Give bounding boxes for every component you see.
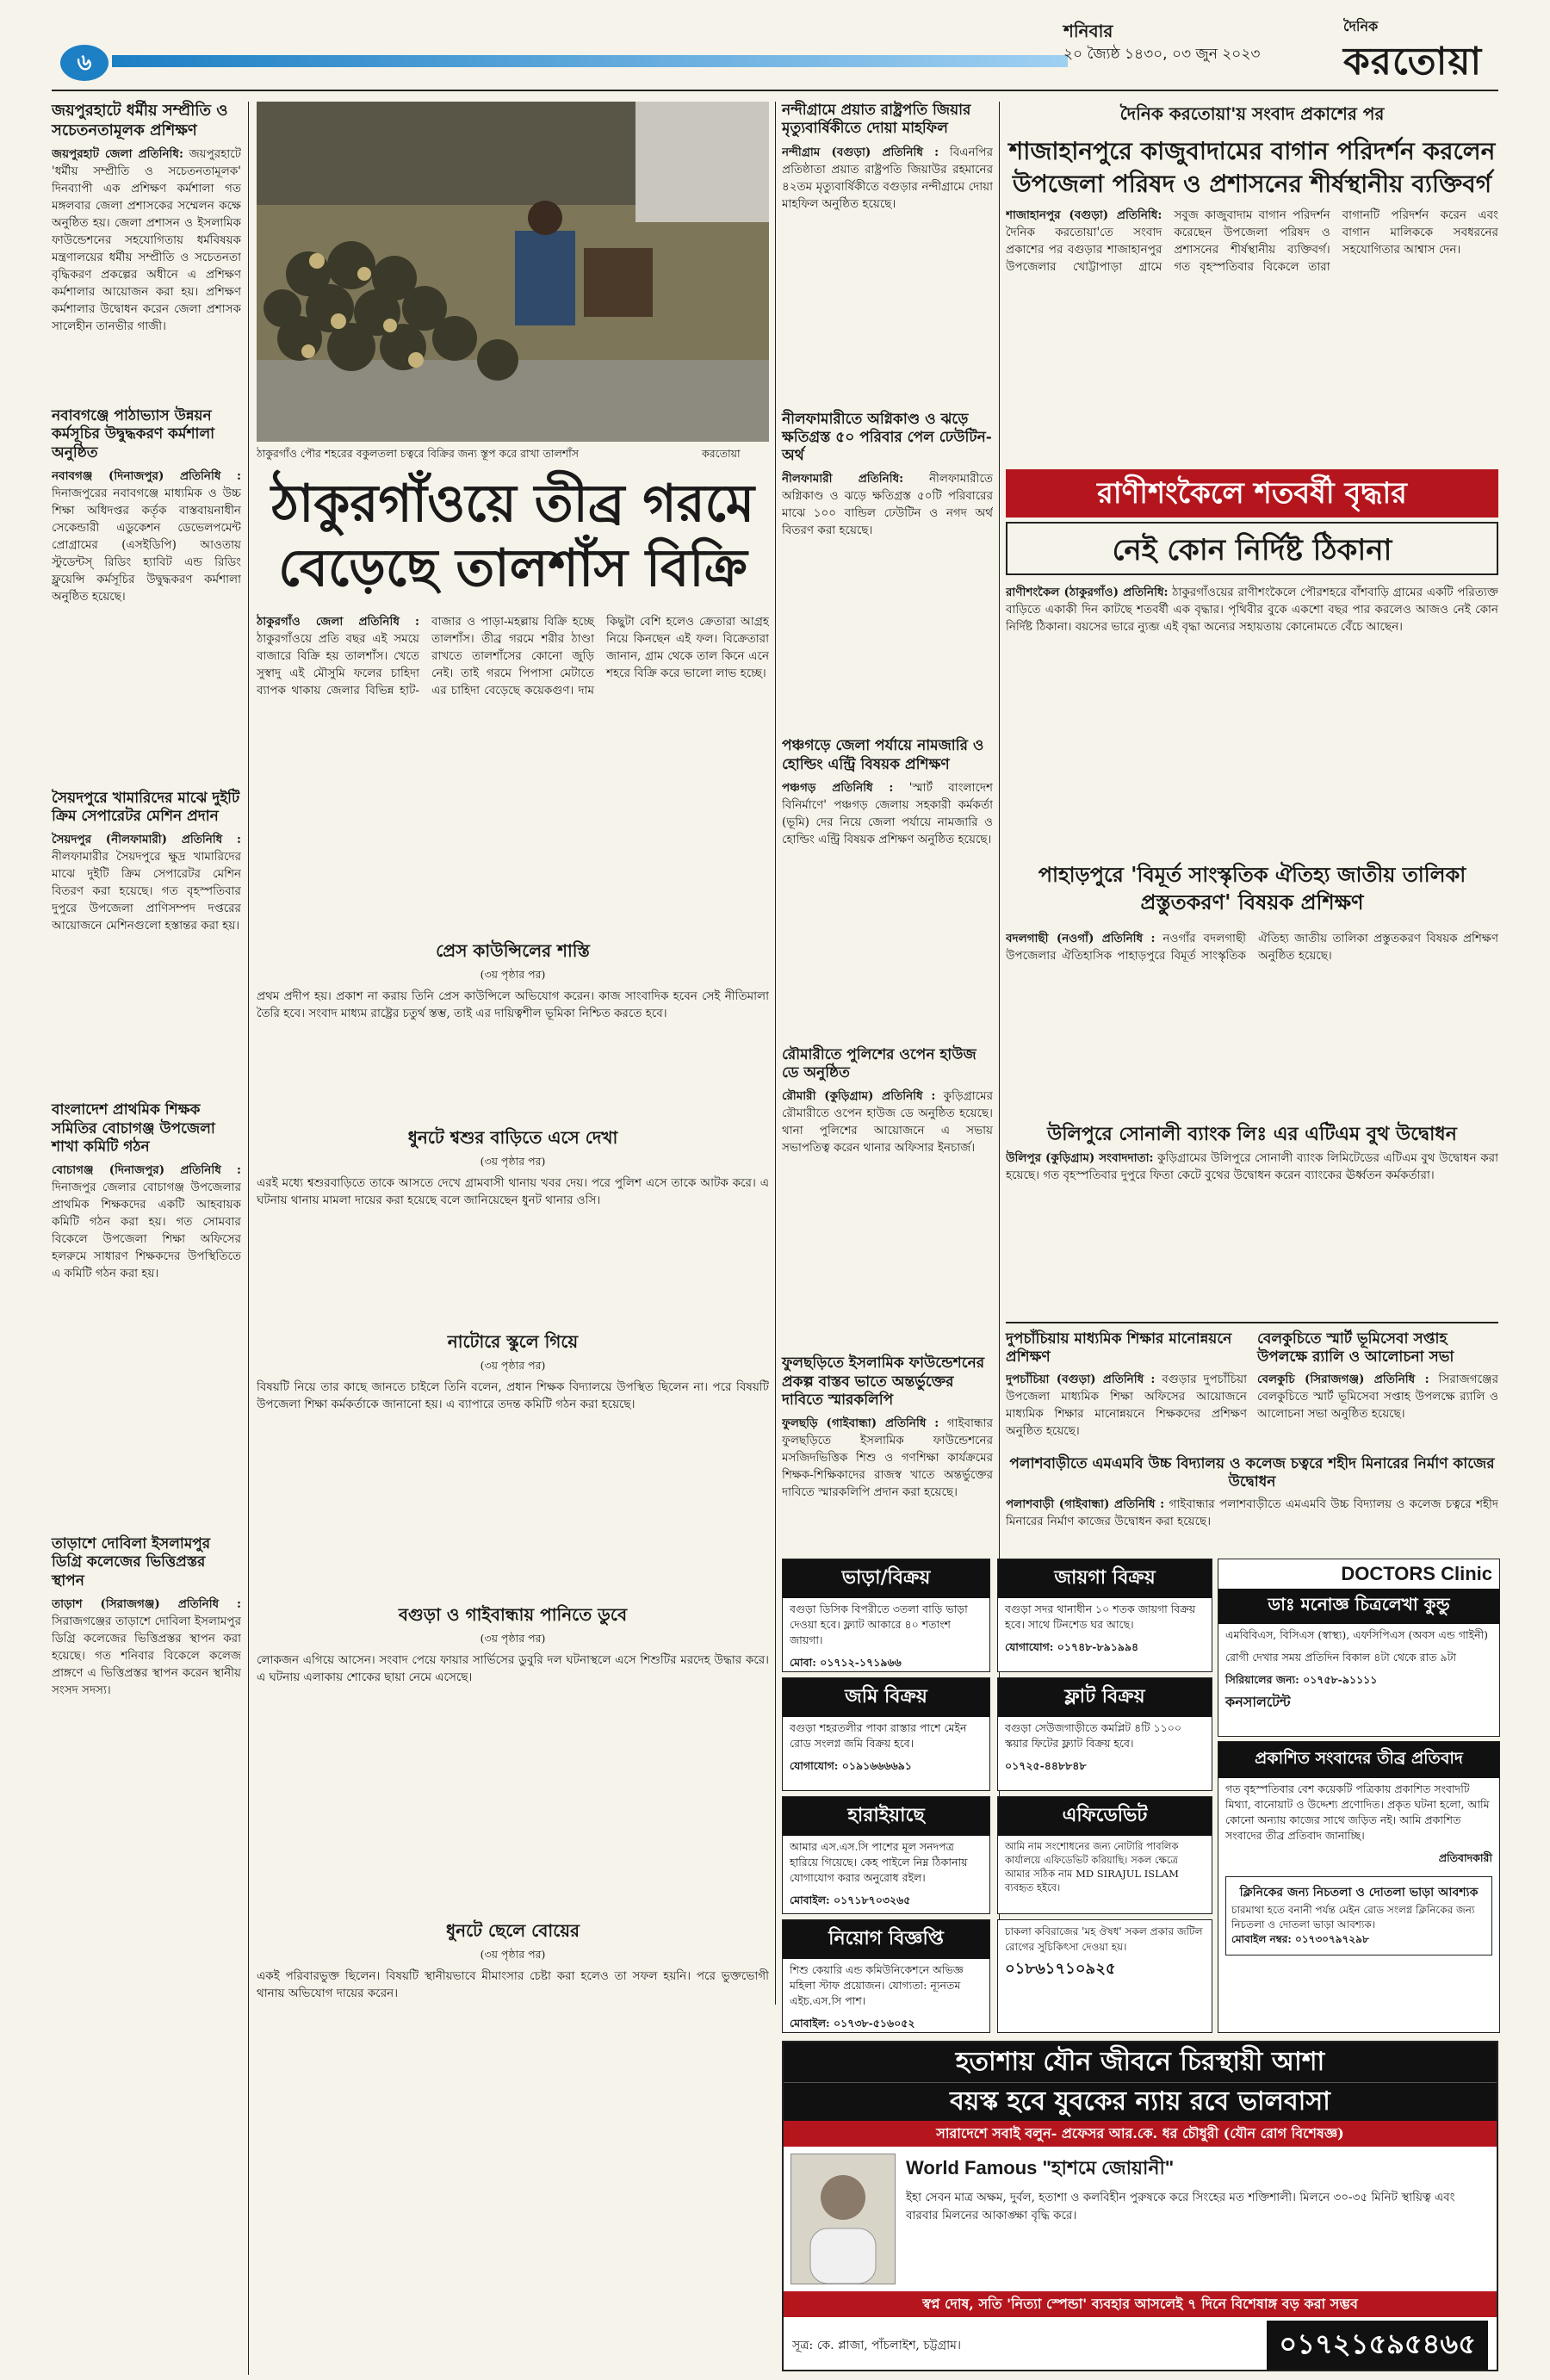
protest-headline: প্রকাশিত সংবাদের তীব্র প্রতিবাদ xyxy=(1218,1742,1499,1778)
ad-phone: ০১৮৬১৭১০৯২৫ xyxy=(1005,1960,1116,1978)
brand-logo: করতোয়া xyxy=(1343,40,1483,84)
article-byline: নীলফামারী প্রতিনিধি: xyxy=(782,472,904,487)
right-main-story xyxy=(1006,102,1498,201)
ad-title: এফিডেভিট xyxy=(998,1797,1212,1836)
ad-phone: যোগাযোগ: ০১৭৪৮-৮৯১৯৯৪ xyxy=(1005,1640,1139,1653)
banner-headline-2: বয়স্ক হবে যুবকের ন্যায় রবে ভালবাসা xyxy=(784,2082,1497,2121)
rani-text: ঠাকুরগাঁওয়ের রাণীশংকৈলে পৌরশহরে বাঁশবাড়ি গ্রামের একটি পরিত্যক্ত বাড়িতে একাকী দিন কাটছে শতবর্ষী এক বৃদ্ধার। পৃথিবীর বুকে একশো বছর পার করলেও আজও নেই কোন নির্দিষ্ট ঠিকানা। বয়সের ভারে ন্যুব্জ এই বৃদ্ধা অন্যের সহায়তায় কোনোমতে বেঁচে আছেন। xyxy=(1006,586,1498,634)
article-byline: সৈয়দপুর (নীলফামারী) প্রতিনিধি : xyxy=(52,833,241,847)
ad-title: নিয়োগ বিজ্ঞপ্তি xyxy=(783,1920,989,1959)
article-byline: নন্দীগ্রাম (বগুড়া) প্রতিনিধি : xyxy=(782,145,939,159)
paharpur-text: নওগাঁর বদলগাছী উপজেলার ঐতিহাসিক পাহাড়পুরে বিমূর্ত সাংস্কৃতিক ঐতিহ্য জাতীয় তালিকা প্রস্তুতকরণ বিষয়ক প্রশিক্ষণ অনুষ্ঠিত হয়েছে। xyxy=(1006,932,1498,963)
article-body xyxy=(52,1162,241,1523)
rani-byline: রাণীশংকৈল (ঠাকুরগাঁও) প্রতিনিধি: xyxy=(1006,586,1169,599)
article-text: সিরাজগঞ্জের বেলকুচিতে স্মার্ট ভূমিসেবা সপ্তাহ উপলক্ষে র‍্যালি ও আলোচনা সভা অনুষ্ঠিত হয়েছে। xyxy=(1257,1372,1498,1421)
lead-headline: ঠাকুরগাঁওয়ে তীব্র গরমে xyxy=(270,474,755,534)
ad-title: ফ্লাট বিক্রয় xyxy=(998,1678,1212,1717)
article-text: একই পরিবারভুক্ত ছিলেন। বিষয়টি স্থানীয়ভাবে মীমাংসার চেষ্টা করা হলেও তা সফল হয়নি। পরে ভুক্তভোগী থানায় অভিযোগ দায়ের করেন। xyxy=(257,1969,769,2000)
paharpur-byline: বদলগাছী (নওগাঁ) প্রতিনিধি : xyxy=(1006,932,1156,945)
masthead-day: শনিবার xyxy=(1063,21,1113,41)
rani-headline: রাণীশংকৈলে শতবর্ষী বৃদ্ধার xyxy=(1006,469,1498,518)
column-divider xyxy=(248,102,249,2375)
paharpur-body xyxy=(1006,930,1498,1111)
article-text: বিএনপির প্রতিষ্ঠাতা প্রয়াত রাষ্ট্রপতি জিয়াউর রহমানের ৪২তম মৃত্যুবার্ষিকীতে বগুড়ার নন্দীগ্রামে দোয়া মাহফিল অনুষ্ঠিত হয়েছে। xyxy=(782,145,993,211)
column-left xyxy=(52,102,241,2375)
ad-phone: ০১৭২৫-৪৪৮৮৪৮ xyxy=(1005,1759,1087,1772)
ad-text: চাকলা কবিরাজের 'মহ ঔষধ' সকল প্রকার জটিল রোগের সুচিকিৎসা দেওয়া হয়। xyxy=(1005,1925,1203,1953)
masthead-date: ২০ জ্যৈষ্ঠ ১৪৩০, ০৩ জুন ২০২৩ xyxy=(1063,46,1261,63)
article-text: বিষয়টি নিয়ে তার কাছে জানতে চাইলে তিনি বলেন, প্রধান শিক্ষক বিদ্যালয়ে উপস্থিত ছিলেন না। পরে বিষয়টি উপজেলা শিক্ষা কর্মকর্তাকে জানানো হয়। এ ব্যাপারে তদন্ত কমিটি গঠন করা হয়েছে। xyxy=(257,1380,769,1411)
article-text: নীলফামারীর সৈয়দপুরে ক্ষুদ্র খামারিদের মাঝে দুইটি ক্রিম সেপারেটর মেশিন বিতরণ করা হয়েছে। গত বৃহস্পতিবার দুপুরে উপজেলা প্রাণিসম্পদ দপ্তরের আয়োজনে মেশিনগুলো হস্তান্তর করা হয়। xyxy=(52,850,241,933)
continuation-note: (৩য় পৃষ্ঠার পর) xyxy=(480,968,546,981)
ad-text: শিশু কেয়ারি এন্ড কমিউনিকেশনে অভিজ্ঞ মহিলা স্টাফ প্রয়োজন। যোগ্যতা: ন্যূনতম এইচ.এস.সি পাশ। xyxy=(790,1963,964,2007)
masthead-rule xyxy=(52,90,1498,91)
article-text: বগুড়ার দুপচাঁচিয়া উপজেলা মাধ্যমিক শিক্ষা অফিসের আয়োজনে মাধ্যমিক শিক্ষার মানোন্নয়নে শিক্ষকদের প্রশিক্ষণ অনুষ্ঠিত হয়েছে। xyxy=(1006,1372,1247,1438)
protest-signature: প্রতিবাদকারী xyxy=(1438,1851,1492,1864)
ad-tolet xyxy=(1225,1876,1492,1955)
banner-strip: সারাদেশে সবাই বলুন- প্রফেসর আর.কে. ধর চৌধুরী (যৌন রোগ বিশেষজ্ঞ) xyxy=(784,2121,1497,2147)
doctor-phone: সিরিয়ালের জন্য: ০১৭৫৮-৯১১১১ xyxy=(1225,1673,1378,1686)
article-body xyxy=(782,779,993,1038)
ad-land xyxy=(782,1677,990,1791)
ad-herbal xyxy=(997,1919,1212,2033)
ad-banner xyxy=(782,2041,1498,2371)
paharpur-headline: পাহাড়পুরে 'বিমূর্ত সাংস্কৃতিক ঐতিহ্য জাতীয় তালিকা প্রস্তুতকরণ' বিষয়ক প্রশিক্ষণ xyxy=(1038,862,1466,914)
photo-caption: ঠাকুরগাঁও পৌর শহরের বকুলতলা চত্বরে বিক্রির জন্য স্তূপ করে রাখা তালশাঁস xyxy=(257,447,580,460)
lead-photo xyxy=(257,102,769,442)
person-icon xyxy=(791,2154,895,2284)
article-text: নীলফামারীতে অগ্নিকাণ্ড ও ঝড়ে ক্ষতিগ্রস্ত ৫০টি পরিবারের মাঝে ১০০ বান্ডিল ঢেউটিন ও নগদ অর্থ বিতরণ করা হয়েছে। xyxy=(782,472,993,538)
clinic-name: DOCTORS Clinic xyxy=(1341,1563,1492,1584)
story-body xyxy=(1006,207,1498,456)
lead-headline-2: বেড়েছে তালশাঁস বিক্রি xyxy=(278,538,747,598)
lead-body xyxy=(257,613,769,932)
article-byline: বোচাগঞ্জ (দিনাজপুর) প্রতিনিধি : xyxy=(52,1163,241,1177)
ad-title: ভাড়া/বিক্রয় xyxy=(783,1559,989,1598)
article-headline: রৌমারীতে পুলিশের ওপেন হাউজ ডে অনুষ্ঠিত xyxy=(782,1045,976,1082)
ad-phone: মোবাইল: ০১৭৩৮-৫১৬০৫২ xyxy=(790,2017,915,2030)
article-byline: নবাবগঞ্জ (দিনাজপুর) প্রতিনিধি : xyxy=(52,468,241,483)
banner-world: World Famous "হাশমে জোয়ানী" xyxy=(906,2157,1175,2179)
ad-title: জায়গা বিক্রয় xyxy=(998,1559,1212,1598)
banner-phone: ০১৭২১৫৯৫৪৬৫ xyxy=(1267,2321,1488,2371)
article-text: গাইবান্ধার পলাশবাড়ীতে এমএমবি উচ্চ বিদ্যালয় ও কলেজ চত্বরে শহীদ মিনারের নির্মাণ কাজের উদ্বোধন করা হয়েছে। xyxy=(1006,1497,1498,1528)
article-body xyxy=(782,1088,993,1346)
story-text: দৈনিক করতোয়া'তে সংবাদ প্রকাশের পর বগুড়ার শাজাহানপুর উপজেলার খোট্টাপাড়া গ্রামে সবুজ কাজুবাদাম বাগান পরিদর্শন করেছেন উপজেলা পরিষদ ও প্রশাসনের শীর্ষস্থানীয় ব্যক্তিবর্গ। গত বৃহস্পতিবার বিকেলে তারা বাগানটি পরিদর্শন করেন এবং বাগান মালিককে সবধরনের সহযোগিতার আশ্বাস দেন। xyxy=(1006,208,1498,274)
article-byline: পলাশবাড়ী (গাইবান্ধা) প্রতিনিধি : xyxy=(1006,1497,1165,1511)
article-headline: বাংলাদেশ প্রাথমিক শিক্ষক সমিতির বোচাগঞ্জ উপজেলা শাখা কমিটি গঠন xyxy=(52,1101,215,1156)
doctor-qualifications: এমবিবিএস, বিসিএস (স্বাস্থ্য), এফসিপিএস (অবস এন্ড গাইনী) xyxy=(1225,1628,1489,1641)
article-headline: সৈয়দপুরে খামারিদের মাঝে দুইটি ক্রিম সেপারেটর মেশিন প্রদান xyxy=(52,789,240,825)
rani-headline-2: নেই কোন নির্দিষ্ট ঠিকানা xyxy=(1006,522,1498,575)
ad-text: বগুড়া সেউজগাড়ীতে কমপ্লিট ৪টি ১১০০ স্কয়ার ফিটের ফ্ল্যাট বিক্রয় হবে। xyxy=(1005,1721,1182,1750)
story-byline: শাজাহানপুর (বগুড়া) প্রতিনিধি: xyxy=(1006,208,1162,222)
article-body xyxy=(1257,1371,1498,1448)
ulipur-headline: উলিপুরে সোনালী ব্যাংক লিঃ এর এটিএম বুথ উদ্বোধন xyxy=(1047,1123,1457,1145)
lead-text: ঠাকুরগাঁওয়ে প্রতি বছর এই সময়ে বাজারে বিক্রি হয় তালশাঁস। খেতে সুস্বাদু এই মৌসুমি ফলের চাহিদা ব্যাপক থাকায় জেলার বিভিন্ন হাট-বাজার ও পাড়া-মহল্লায় বিক্রি হচ্ছে তালশাঁস। তীব্র গরমে শরীর ঠাণ্ডা রাখতে তালশাঁসের কোনো জুড়ি নেই। তাই গরমে পিপাসা মেটাতে এর চাহিদা বেড়েছে কয়েকগুণ। দাম কিছুটা বেশি হলেও ক্রেতারা আগ্রহ নিয়ে কিনছেন এই ফল। বিক্রেতারা জানান, গ্রাম থেকে তাল কিনে এনে শহরে বিক্রি করে ভালো লাভ হচ্ছে। xyxy=(257,615,769,697)
ad-doctor xyxy=(1218,1559,1500,1737)
article-text: গাইবান্ধার ফুলছড়িতে ইসলামিক ফাউন্ডেশনের মসজিদভিত্তিক শিশু ও গণশিক্ষা কার্যক্রমের শিক্ষক-শিক্ষিকাদের রাজস্ব খাতে অন্তর্ভুক্তের দাবিতে স্মারকলিপি প্রদান করা হয়েছে। xyxy=(782,1416,993,1499)
article-text: দিনাজপুর জেলার বোচাগঞ্জ উপজেলার প্রাথমিক শিক্ষকদের একটি আহবায়ক কমিটি গঠন করা হয়। গত সোমবার বিকেলে উপজেলা শিক্ষা অফিসের হলরুমে সাধারণ শিক্ষকদের উপস্থিতিতে এ কমিটি গঠন করা হয়। xyxy=(52,1181,241,1280)
article-headline: পঞ্চগড়ে জেলা পর্যায়ে নামজারি ও হোল্ডিং এন্ট্রি বিষয়ক প্রশিক্ষণ xyxy=(782,737,984,773)
article-text: এরই মধ্যে শ্বশুরবাড়িতে তাকে আসতে দেখে গ্রামবাসী থানায় খবর দেয়। পরে পুলিশ এসে তাকে আটক করে। এ ঘটনায় থানায় মামলা দায়ের করা হয়েছে বলে জানিয়েছেন ধুনট থানার ওসি। xyxy=(257,1176,769,1207)
right-lower-news xyxy=(1006,1330,1247,1448)
article-body xyxy=(1006,1371,1247,1448)
article-headline: জয়পুরহাটে ধর্মীয় সম্প্রীতি ও সচেতনতামূলক প্রশিক্ষণ xyxy=(52,102,228,139)
continuation-note: (৩য় পৃষ্ঠার পর) xyxy=(480,1632,546,1645)
article-byline: তাড়াশ (সিরাজগঞ্জ) প্রতিনিধি : xyxy=(52,1596,241,1611)
photo-credit: করতোয়া xyxy=(702,447,741,460)
article-byline: বেলকুচি (সিরাজগঞ্জ) প্রতিনিধি : xyxy=(1257,1372,1429,1386)
article-text: লোকজন এগিয়ে আসেন। সংবাদ পেয়ে ফায়ার সার্ভিসের ডুবুরি দল ঘটনাস্থলে এসে শিশুটির মরদেহ উদ্ধার করে। এ ঘটনায় এলাকায় শোকের ছায়া নেমে এসেছে। xyxy=(257,1653,769,1684)
article-headline: দুপচাঁচিয়ায় মাধ্যমিক শিক্ষার মানোন্নয়নে প্রশিক্ষণ xyxy=(1006,1330,1232,1367)
article-headline: ফুলছড়িতে ইসলামিক ফাউন্ডেশনের প্রকল্প বাস্তব ভাতে অন্তর্ভুক্তের দাবিতে স্মারকলিপি xyxy=(782,1354,985,1409)
right-lower-news-2 xyxy=(1257,1330,1498,1448)
article-byline: জয়পুরহাট জেলা প্রতিনিধি: xyxy=(52,147,183,161)
article-body xyxy=(52,146,241,395)
article-headline: পলাশবাড়ীতে এমএমবি উচ্চ বিদ্যালয় ও কলেজ চত্বরে শহীদ মিনারের নির্মাণ কাজের উদ্বোধন xyxy=(1009,1455,1495,1491)
ad-text: বগুড়া ডিসিক বিপরীতে ৩তলা বাড়ি ভাড়া দেওয়া হবে। ফ্ল্যাট আকারে ৪০ শতাংশ জায়গা। xyxy=(790,1602,968,1646)
article-headline: নীলফামারীতে অগ্নিকাণ্ড ও ঝড়ে ক্ষতিগ্রস্ত ৫০ পরিবার পেল ঢেউটিন-অর্থ xyxy=(782,410,992,464)
protest-text: গত বৃহস্পতিবার বেশ কয়েকটি পত্রিকায় প্রকাশিত সংবাদটি মিথ্যা, বানোয়াট ও উদ্দেশ্য প্রণোদিত। প্রকৃত ঘটনা হলো, আমি কোনো অন্যায় কাজের সাথে জড়িত নই। আমি প্রকাশিত সংবাদের তীব্র প্রতিবাদ জানাচ্ছি। xyxy=(1225,1782,1490,1842)
doctor-hours: রোগী দেখার সময় প্রতিদিন বিকাল ৪টা থেকে রাত ৯টা xyxy=(1225,1651,1457,1664)
story-kicker: দৈনিক করতোয়া'য় সংবাদ প্রকাশের পর xyxy=(1119,103,1385,124)
article-byline: পঞ্চগড় প্রতিনিধি : xyxy=(782,780,894,795)
article-headline: বগুড়া ও গাইবান্ধায় পানিতে ডুবে xyxy=(398,1604,628,1625)
article-byline: দুপচাঁচিয়া (বগুড়া) প্রতিনিধি : xyxy=(1006,1372,1156,1386)
article-body xyxy=(782,144,993,402)
article-body xyxy=(52,468,241,778)
article-text: 'স্মার্ট বাংলাদেশ বিনির্মাণে' পঞ্চগড় জেলায় সহকারী কর্মকর্তা (ভূমি) দের নিয়ে জেলা পর্যায়ে নামজারি ও হোল্ডিং এন্ট্রি বিষয়ক প্রশিক্ষণ অনুষ্ঠিত হয়েছে। xyxy=(782,780,993,846)
article-headline: নবাবগঞ্জে পাঠাভ্যাস উন্নয়ন কর্মসূচির উদ্বুদ্ধকরণ কর্মশালা অনুষ্ঠিত xyxy=(52,407,215,462)
brand-prefix: দৈনিক xyxy=(1343,18,1379,34)
ad-lost xyxy=(782,1796,990,1914)
ad-flat xyxy=(997,1677,1212,1791)
column-divider xyxy=(775,102,776,2005)
ad-text: বগুড়া সদর থানাধীন ১০ শতক জায়গা বিক্রয় হবে। সাথে টিনশেড ঘর আছে। xyxy=(1005,1602,1196,1631)
banner-address: সূত্র: কে. প্লাজা, পাঁচলাইশ, চট্টগ্রাম। xyxy=(792,2339,961,2352)
lead-byline: ঠাকুরগাঁও জেলা প্রতিনিধি : xyxy=(257,615,419,629)
article-byline: ফুলছড়ি (গাইবান্ধা) প্রতিনিধি : xyxy=(782,1416,939,1430)
ad-text: আমি নাম সংশোধনের জন্য নোটারি পাবলিক কার্যালয়ে এফিডেভিট করিয়াছি। সকল ক্ষেত্রে আমার সঠিক নাম MD SIRAJUL ISLAM ব্যবহৃত হইবে। xyxy=(1005,1840,1179,1893)
article-headline: নাটোরে স্কুলে গিয়ে xyxy=(447,1331,579,1352)
ad-phone: মোবাইল: ০১৭১৮৭০৩২৬৫ xyxy=(790,1893,911,1906)
article-body xyxy=(1006,1496,1498,1556)
column-four xyxy=(782,102,993,1759)
column-mid xyxy=(257,939,769,2123)
ad-title: জমি বিক্রয় xyxy=(783,1678,989,1717)
banner-headline: হতাশায় যৌন জীবনে চিরস্থায়ী আশা xyxy=(784,2042,1497,2082)
ad-text: চারমাথা হতে বনানী পর্যন্ত মেইন রোড সংলগ্ন ক্লিনিকের জন্য নিচতলা ও দোতলা ভাড়া আবশ্যক। xyxy=(1231,1904,1475,1931)
consultant-label: কনসালটেন্ট xyxy=(1225,1694,1291,1710)
article-text: প্রথম প্রদীপ হয়। প্রকাশ না করায় তিনি প্রেস কাউন্সিলে অভিযোগ করেন। কাজ সাংবাদিক হবেন সেই নীতিমালা তৈরি হবে। সংবাদ মাধ্যম রাষ্ট্রের চতুর্থ স্তম্ভ, তাই এর দায়িত্বশীল ভূমিকা নিশ্চিত করতে হবে। xyxy=(257,989,769,1020)
palm-fruit-photo xyxy=(257,102,769,442)
continuation-note: (৩য় পৃষ্ঠার পর) xyxy=(480,1359,546,1372)
ulipur-body xyxy=(1006,1150,1498,1313)
masthead xyxy=(0,0,1550,95)
banner-text: ইহা সেবন মাত্র অক্ষম, দুর্বল, হতাশা ও কলবিহীন পুরুষকে করে সিংহের মত শক্তিশালী। মিলনে ৩০-৩৫ মিনিট স্থায়িত্ব এবং বারবার মিলনের আকাঙ্ক্ষা বৃদ্ধি করে। xyxy=(906,2191,1455,2222)
article-headline: নন্দীগ্রামে প্রয়াত রাষ্ট্রপতি জিয়ার মৃত্যুবার্ষিকীতে দোয়া মাহফিল xyxy=(782,102,971,138)
right-lower-news-3 xyxy=(1006,1455,1498,1556)
ad-text: আমার এস.এস.সি পাশের মূল সনদপত্র হারিয়ে গিয়েছে। কেহ পাইলে নিম্ন ঠিকানায় যোগাযোগ করার অনুরোধ রইল। xyxy=(790,1840,968,1884)
ad-rent xyxy=(782,1559,990,1672)
ad-phone: যোগাযোগ: ০১৯১৬৬৬৬৯১ xyxy=(790,1759,912,1772)
doctor-photo xyxy=(790,2154,896,2284)
ad-affidavit xyxy=(997,1796,1212,1914)
article-text: কুড়িগ্রামের রৌমারীতে ওপেন হাউজ ডে অনুষ্ঠিত হয়েছে। থানা পুলিশের আয়োজনে এ সভায় সভাপতিত্ব করেন থানার অফিসার ইনচার্জ। xyxy=(782,1089,993,1156)
article-byline: রৌমারী (কুড়িগ্রাম) প্রতিনিধি : xyxy=(782,1089,936,1104)
article-headline: ধুনটে ছেলে বোয়ের xyxy=(445,1920,580,1941)
continuation-note: (৩য় পৃষ্ঠার পর) xyxy=(480,1948,546,1961)
ad-phone: মোবা: ০১৭১২-১৭১৯৬৬ xyxy=(790,1656,902,1669)
continuation-note: (৩য় পৃষ্ঠার পর) xyxy=(480,1155,546,1168)
article-body xyxy=(52,831,241,1089)
article-body xyxy=(52,1596,241,1957)
story-headline: শাজাহানপুরে কাজুবাদামের বাগান পরিদর্শন করলেন উপজেলা পরিষদ ও প্রশাসনের শীর্ষস্থানীয় ব্যক্তিবর্গ xyxy=(1008,137,1496,198)
article-body xyxy=(782,470,993,728)
article-text: সিরাজগঞ্জের তাড়াশে দোবিলা ইসলামপুর ডিগ্রি কলেজের ভিত্তিপ্রস্তর স্থাপন করা হয়েছে। গত শনিবার বিকেলে কলেজ প্রাঙ্গণে এ ভিত্তিপ্রস্তর স্থাপন করেন স্থানীয় সংসদ সদস্য। xyxy=(52,1614,241,1697)
article-text: দিনাজপুরের নবাবগঞ্জে মাধ্যমিক ও উচ্চ শিক্ষা অধিদপ্তর কর্তৃক বাস্তবায়নাধীন সেকেন্ডারী এডুকেশন ডেভেলপমেন্ট প্রোগ্রামের (এসইডিপি) আওতায় স্টুডেন্টস্‌ রিডিং হ্যাবিট এন্ড রিডিং ফ্লুয়েন্সি কর্মসূচির উদ্বুদ্ধকরণ কর্মশালা অনুষ্ঠিত হয়েছে। xyxy=(52,486,241,604)
ad-job xyxy=(782,1919,990,2033)
page-number: ৬ xyxy=(60,45,108,81)
article-headline: প্রেস কাউন্সিলের শাস্তি xyxy=(436,940,590,961)
doctor-name: ডাঃ মনোজ্ঞ চিত্রলেখা কুন্ডু xyxy=(1218,1589,1499,1624)
ad-title: হারাইয়াছে xyxy=(783,1797,989,1836)
article-headline: ধুনটে শ্বশুর বাড়িতে এসে দেখা xyxy=(407,1127,618,1148)
ulipur-text: কুড়িগ্রামের উলিপুরে সোনালী ব্যাংক লিমিটেডের এটিএম বুথ উদ্বোধন করা হয়েছে। গত বৃহস্পতিবার দুপুরে ফিতা কেটে বুথের উদ্বোধন করেন ব্যাংকের ঊর্ধ্বতন কর্মকর্তারা। xyxy=(1006,1151,1498,1182)
ad-title: ক্লিনিকের জন্য নিচতলা ও দোতলা ভাড়া আবশ্যক xyxy=(1239,1886,1479,1900)
ad-text: বগুড়া শহরতলীর পাকা রাস্তার পাশে মেইন রোড সংলগ্ন জমি বিক্রয় হবে। xyxy=(790,1721,967,1750)
article-headline: বেলকুচিতে স্মার্ট ভূমিসেবা সপ্তাহ উপলক্ষে র‍্যালি ও আলোচনা সভা xyxy=(1257,1330,1454,1367)
article-headline: তাড়াশে দোবিলা ইসলামপুর ডিগ্রি কলেজের ভিত্তিপ্রস্তর স্থাপন xyxy=(52,1535,211,1590)
rani-body xyxy=(1006,584,1498,851)
masthead-band xyxy=(112,55,1068,67)
ad-plot xyxy=(997,1559,1212,1672)
ads-top-rule xyxy=(1006,1322,1498,1323)
article-text: জয়পুরহাটে 'ধর্মীয় সম্প্রীতি ও সচেতনতামূলক' দিনব্যাপী এক প্রশিক্ষণ কর্মশালা গত মঙ্গলবার জেলা প্রশাসকের সম্মেলন কক্ষে অনুষ্ঠিত হয়। জেলা প্রশাসন ও ইসলামিক ফাউন্ডেশনের সহযোগিতায় ধর্মবিষয়ক মন্ত্রণালয়ের ধর্মীয় সম্প্রীতি ও সচেতনতা বৃদ্ধিকরণ প্রকল্পের অধীনে এ প্রশিক্ষণ কর্মশালার আয়োজন করা হয়। প্রশিক্ষণ কর্মশালার উদ্বোধন করেন জেলা প্রশাসক সালেহীন তানভীর গাজী। xyxy=(52,147,241,333)
banner-red-strip: স্বপ্ন দোষ, সতি 'নিত্যা স্পেন্ডা' ব্যবহার আসলেই ৭ দিনে বিশেষাঙ্গ বড় করা সম্ভব xyxy=(784,2291,1497,2317)
ad-phone: মোবাইল নম্বর: ০১৭৩০৭৯৭২৯৮ xyxy=(1231,1933,1369,1945)
ulipur-byline: উলিপুর (কুড়িগ্রাম) সংবাদদাতা: xyxy=(1006,1151,1154,1165)
ad-protest xyxy=(1218,1741,1500,2033)
